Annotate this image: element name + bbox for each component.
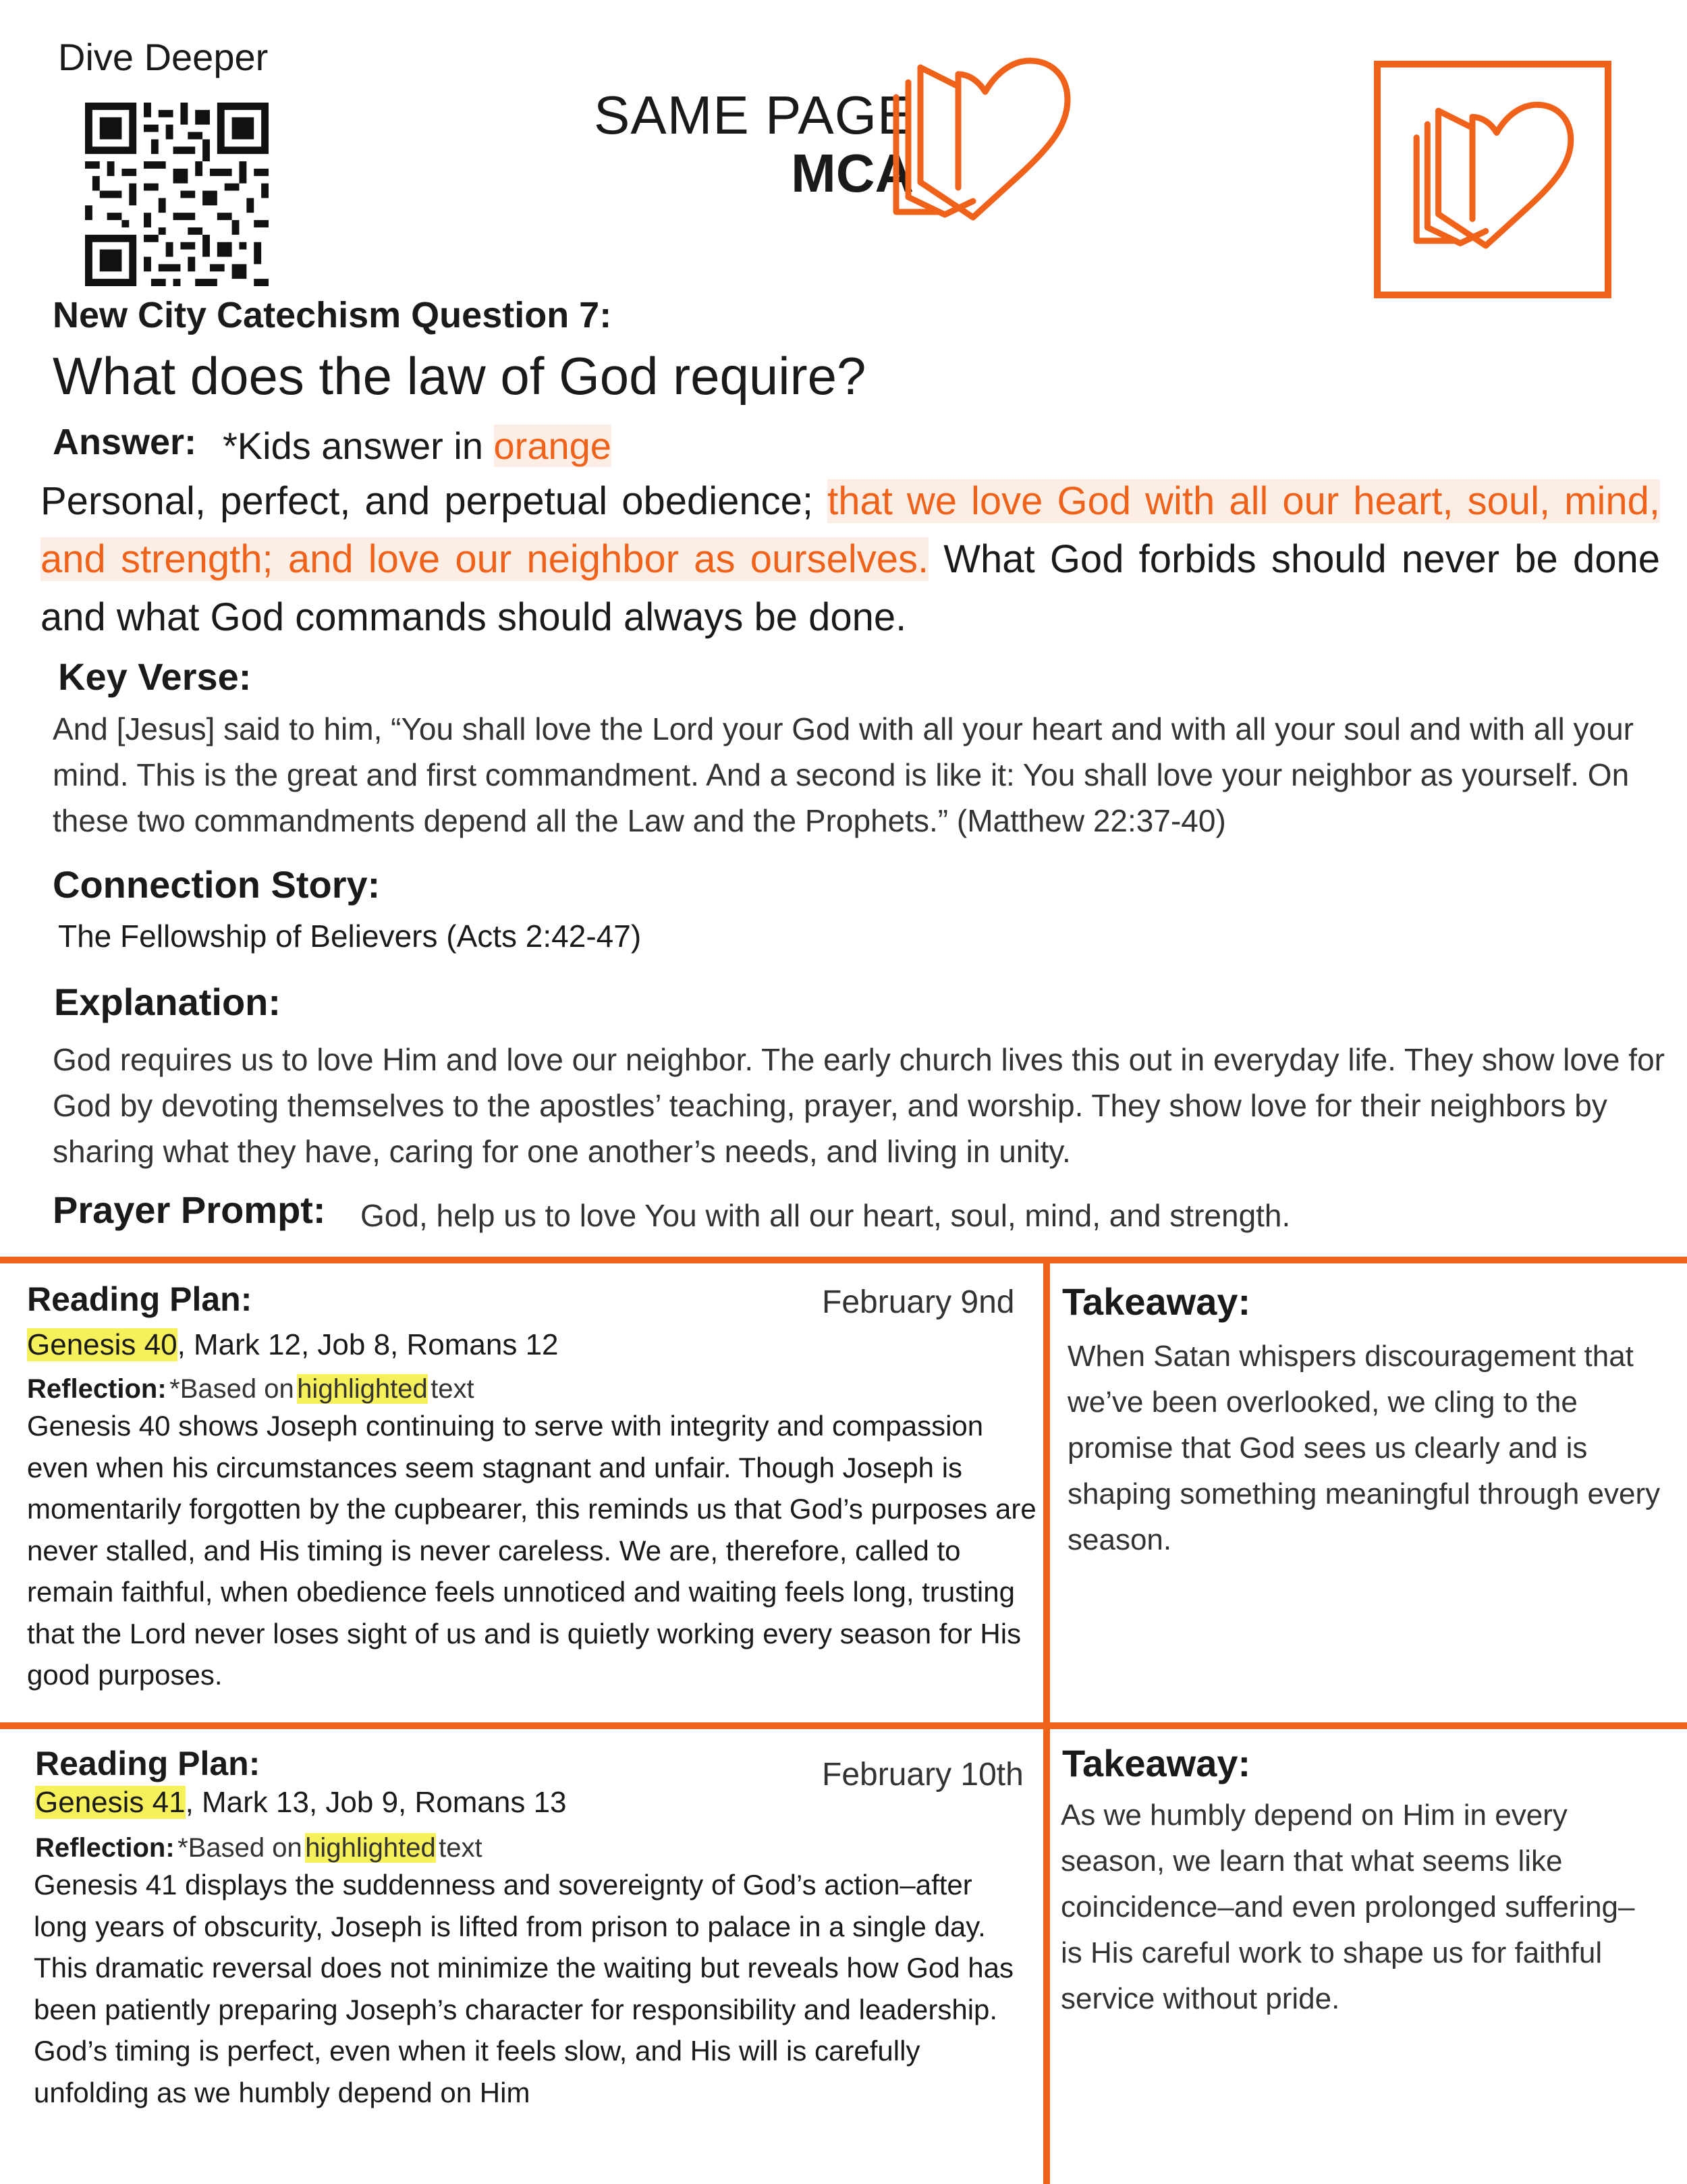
connection-story-text: The Fellowship of Believers (Acts 2:42-47) bbox=[58, 919, 642, 954]
reflection-label: Reflection: bbox=[35, 1833, 175, 1863]
highlighted-reference: Genesis 40 bbox=[27, 1328, 177, 1361]
reading-plan-heading: Reading Plan: bbox=[35, 1745, 260, 1782]
prayer-text: God, help us to love You with all our heart, soul, mind, and strength. bbox=[360, 1198, 1291, 1233]
reflection-text: Genesis 41 displays the suddenness and sovereignty of God’s action–after long years of obscurity, Joseph is lifted from prison to palace in a single day. This dramatic reversal does not minimize the waiting but reveals how God has been patiently preparing Joseph’s character for responsibility and leadership. God’s timing is perfect, even when it feels slow, and His will is carefully unfolding as we humbly depend on Him bbox=[34, 1869, 1014, 2108]
reading-plan-heading: Reading Plan: bbox=[27, 1280, 252, 1318]
question-label: New City Catechism Question 7: bbox=[53, 295, 612, 335]
explanation-text: God requires us to love Him and love our neighbor. The early church lives this out in everyday life. They show love for God by devoting themselves to the apostles’ teaching, prayer, and worship. They show love for their neighbors by sharing what they have, caring for one another’s needs, and living in unity. bbox=[53, 1042, 1665, 1169]
reflection-label: Reflection: bbox=[27, 1374, 167, 1404]
connection-story-heading: Connection Story: bbox=[53, 863, 381, 906]
answer-kids-note bbox=[223, 424, 611, 468]
reflection-note-suffix: text bbox=[431, 1374, 474, 1404]
key-verse-text: And [Jesus] said to him, “You shall love the Lord your God with all your heart and with all your soul and with all your mind. This is the great and first commandment. And a second is like it: You shall love your neighbor as yourself. On these two commandments depend all the Law and the Prophets.” (Matthew 22:37-40) bbox=[53, 711, 1634, 838]
qr-code-icon[interactable] bbox=[85, 103, 269, 286]
answer-label: Answer: bbox=[53, 422, 197, 462]
highlighted-reference: Genesis 41 bbox=[35, 1786, 186, 1819]
prayer-heading: Prayer Prompt: bbox=[53, 1189, 326, 1231]
takeaway-text: When Satan whispers discouragement that we’ve been overlooked, we cling to the promise that God sees us clearly and is shaping something meaningful through every season. bbox=[1068, 1340, 1661, 1556]
question-text: What does the law of God require? bbox=[53, 346, 866, 406]
brand-wordmark bbox=[594, 86, 914, 203]
reading-references bbox=[35, 1786, 567, 1820]
other-references: , Mark 12, Job 8, Romans 12 bbox=[177, 1328, 559, 1361]
explanation-heading: Explanation: bbox=[54, 981, 281, 1023]
open-book-heart-icon bbox=[891, 55, 1072, 229]
reading-references bbox=[27, 1328, 559, 1362]
kids-note-prefix: *Kids answer in bbox=[223, 425, 483, 467]
reflection-label-row bbox=[27, 1374, 474, 1404]
dive-deeper-label: Dive Deeper bbox=[58, 36, 269, 78]
reflection-note-prefix: *Based on bbox=[177, 1833, 302, 1863]
reflection-label-row bbox=[35, 1833, 482, 1863]
reflection-text: Genesis 40 shows Joseph continuing to serve with integrity and compassion even when his circumstances seem stagnant and unfair. Though Joseph is momentarily forgotten by the cupbearer, this reminds us that God’s purposes are never stalled, and His timing is never careless. We are, therefore, called to remain faithful, when obedience feels unnoticed and waiting feels long, trusting that the Lord never loses sight of us and is quietly working every season for His good purposes. bbox=[27, 1410, 1036, 1691]
reflection-note-prefix: *Based on bbox=[169, 1374, 294, 1404]
divider-middle bbox=[0, 1722, 1687, 1729]
reading-date: February 10th bbox=[822, 1757, 1024, 1793]
divider-vertical bbox=[1043, 1257, 1050, 2184]
takeaway-heading: Takeaway: bbox=[1062, 1280, 1251, 1323]
takeaway-text: As we humbly depend on Him in every season, we learn that what seems like coincidence–and even prolonged suffering–is His careful work to shape us for faithful service without pride. bbox=[1061, 1799, 1635, 2015]
kids-note-orange: orange bbox=[493, 425, 611, 467]
reflection-note-suffix: text bbox=[439, 1833, 482, 1863]
reading-date: February 9nd bbox=[822, 1284, 1015, 1320]
answer-part-1: Personal, perfect, and perpetual obedience; bbox=[40, 479, 814, 523]
brand-line-2: MCA bbox=[791, 143, 914, 204]
reflection-note-highlight: highlighted bbox=[305, 1833, 436, 1863]
other-references: , Mark 13, Job 9, Romans 13 bbox=[185, 1786, 567, 1819]
logo-box-icon bbox=[1374, 61, 1611, 298]
key-verse-heading: Key Verse: bbox=[58, 655, 252, 698]
answer-part-3: What God forbids should never be done and what God commands should always be done. bbox=[40, 537, 1660, 639]
divider-top bbox=[0, 1257, 1687, 1263]
answer-kids-part: that we love God with all our heart, soul, mind, and strength; and love our neighbor as ourselves. bbox=[40, 479, 1660, 581]
reflection-note-highlight: highlighted bbox=[297, 1374, 428, 1404]
brand-line-1: SAME PAGE bbox=[594, 85, 914, 145]
takeaway-heading: Takeaway: bbox=[1062, 1742, 1251, 1784]
answer-text bbox=[40, 472, 1660, 647]
